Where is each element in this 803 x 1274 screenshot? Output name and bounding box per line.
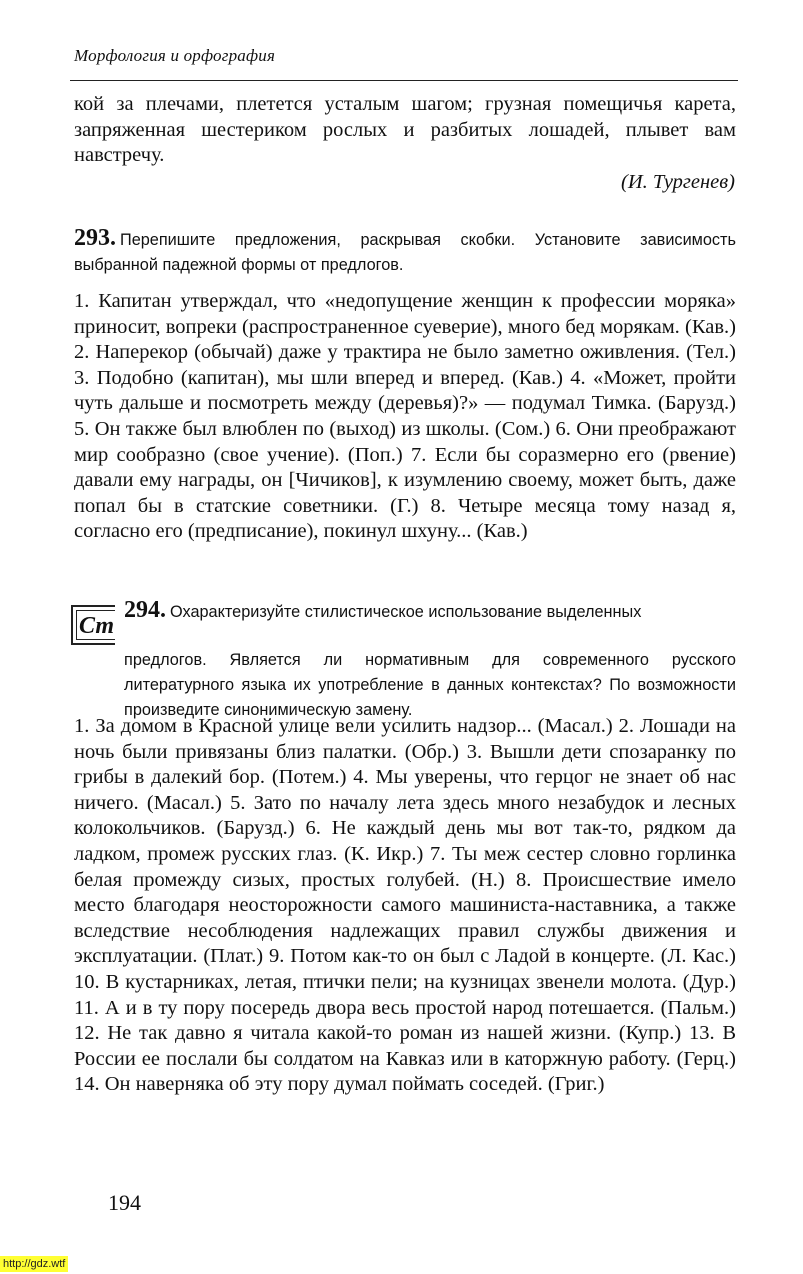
task-293-number: 293. xyxy=(74,225,116,251)
header-rule xyxy=(70,80,738,81)
running-head: Морфология и орфография xyxy=(74,46,276,65)
intro-author: (И. Тургенев) xyxy=(621,171,735,193)
stylistics-icon xyxy=(71,605,115,645)
task-293-instruction-text: Перепишите предложения, раскрывая скобки. Установите зависимость выбранной падежной формы от предлогов. xyxy=(74,231,736,274)
task-294-instruction-line1: Охарактеризуйте стилистическое использование выделенных xyxy=(170,603,642,621)
task-294-instruction-rest xyxy=(74,648,736,723)
task-293-instruction xyxy=(74,226,736,278)
task-294-instruction-first xyxy=(124,598,736,625)
task-294-instruction-text: предлогов. Является ли нормативным для современного русского литературного языка их употребление в данных контекстах? По возможности произведите синонимическую замену. xyxy=(124,651,736,719)
watermark-link[interactable]: http://gdz.wtf xyxy=(0,1256,68,1272)
task-293-text: 1. Капитан утверждал, что «недопущение женщин к профессии моряка» приносит, вопреки (распространенное суеверие), много бед морякам. (Кав.) 2. Наперекор (обычай) даже у трактира не было заметно оживления. (Тел.) 3. Подобно (капитан), мы шли вперед и вперед. (Кав.) 4. «Может, пройти чуть дальше и посмотреть между (деревья)?» — подумал Тимка. (Барузд.) 5. Он также был влюблен по (выход) из школы. (Сом.) 6. Они преображают мир сообразно (свое учение). (Поп.) 7. Если бы соразмерно его (рвение) давали ему награды, он [Чичиков], к изумлению своему, может быть, даже попал бы в статские советники. (Г.) 8. Четыре месяца тому назад я, согласно его (предписание), покинул шхуну... (Кав.) xyxy=(74,290,736,543)
intro-paragraph: кой за плечами, плетется усталым шагом; грузная помещичья карета, запряженная шестериком рослых и разбитых лошадей, плывет вам навстречу. xyxy=(74,93,736,167)
page-number: 194 xyxy=(108,1190,141,1215)
task-294-number: 294. xyxy=(124,597,166,623)
stylistics-icon-label: Ст xyxy=(76,610,115,640)
task-294-text: 1. За домом в Красной улице вели усилить надзор... (Масал.) 2. Лошади на ночь были привязаны близ палатки. (Обр.) 3. Вышли дети спозаранку по грибы в далекий бор. (Потем.) 4. Мы уверены, что герцог не знает об нас ничего. (Масал.) 5. Зато по началу лета здесь много незабудок и лесных колокольчиков. (Барузд.) 6. Не каждый день мы вот так-то, рядком да ладком, промеж русских глаз. (К. Икр.) 7. Ты меж сестер словно горлинка белая промежду сизых, простых голубей. (Н.) 8. Происшествие имело место благодаря неосторожности самого машиниста-наставника, а также вследствие несоблюдения надлежащих правил службы движения и эксплуатации. (Плат.) 9. Потом как-то он был с Ладой в концерте. (Л. Кас.) 10. В кустарниках, летая, птички пели; на кузницах звенели молота. (Дур.) 11. А и в ту пору посередь двора весь простой народ потешается. (Пальм.) 12. Не так давно я читала какой-то роман из нашей жизни. (Купр.) 13. В России ее послали бы солдатом на Кавказ или в каторжную работу. (Герц.) 14. Он наверняка об эту пору думал поймать соседей. (Григ.) xyxy=(74,715,736,1096)
